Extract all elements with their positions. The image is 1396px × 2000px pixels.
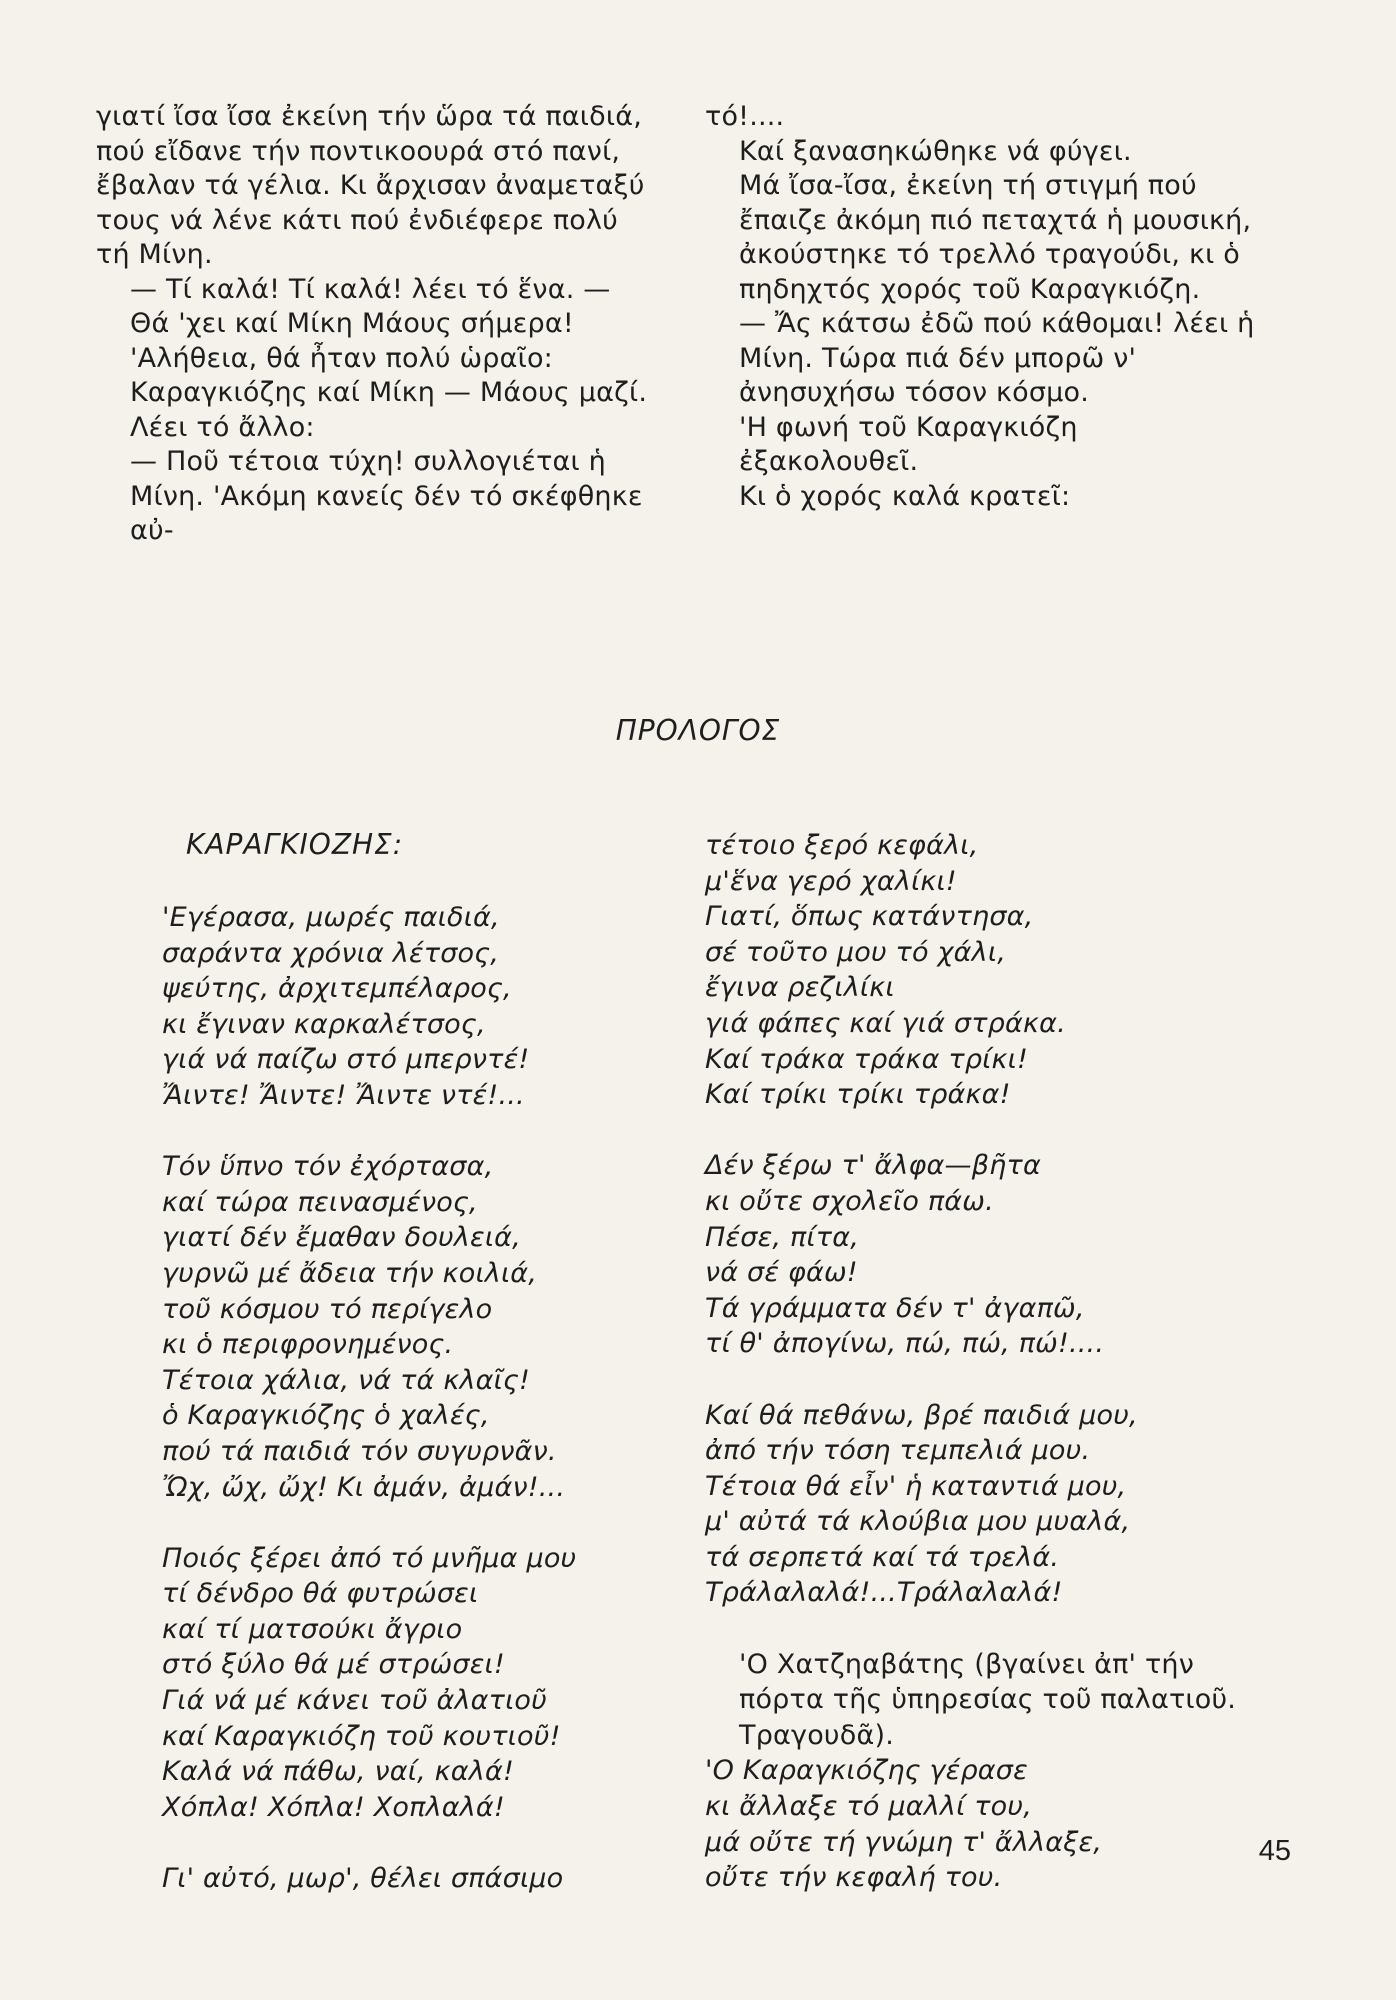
paragraph: τό!.... <box>705 101 785 132</box>
paragraph: Καί ξανασηκώθηκε νά φύγει. <box>739 135 1132 167</box>
paragraph: Κι ὁ χορός καλά κρατεῖ: <box>739 480 1071 512</box>
verse-line: ἔγινα ρεζιλίκι <box>705 972 895 1004</box>
stage-direction: 'Ο Χατζηαβάτης (βγαίνει ἀπ' τήν πόρτα τῆς ὑπηρεσίας τοῦ παλατιοῦ. Τραγουδᾶ). <box>739 1648 1237 1751</box>
verse-line: Καί τράκα τράκα τρίκι! <box>705 1043 1028 1075</box>
verse-line: τί θ' ἀπογίνω, πώ, πώ, πώ!.... <box>705 1328 1105 1360</box>
verse-line: ψεύτης, ἀρχιτεμπέλαρος, <box>162 973 512 1005</box>
section-heading: ΠΡΟΛΟΓΟΣ <box>615 714 781 747</box>
verse-line: μά οὔτε τή γνώμη τ' ἄλλαξε, <box>705 1826 1103 1858</box>
verse-line: μ'ἕνα γερό χαλίκι! <box>705 865 957 897</box>
verse-column-left <box>162 900 576 1897</box>
verse-line: σαράντα χρόνια λέτσος, <box>162 937 500 969</box>
verse-line: γιά νά παίζω στό μπερντέ! <box>162 1044 530 1076</box>
stanza-gap <box>705 1611 1285 1647</box>
verse-line: Τέτοια θά εἶν' ἡ καταντιά μου, <box>705 1470 1127 1502</box>
verse-line: 'Εγέρασα, μωρές παιδιά, <box>162 902 500 933</box>
verse-line: ὁ Καραγκιόζης ὁ χαλές, <box>162 1400 490 1432</box>
paragraph: 'Αλήθεια, θά ἦταν πολύ ὡραῖο: Καραγκιόζης καί Μίκη — Μάους μαζί. <box>130 342 648 408</box>
verse-line: νά σέ φάω! <box>705 1257 858 1289</box>
verse-line: τά σερπετά καί τά τρελά. <box>705 1541 1060 1573</box>
stanza-gap <box>705 1113 1285 1149</box>
verse-line: κι ὁ περιφρονημένος. <box>162 1329 454 1361</box>
stanza-gap <box>162 1825 576 1861</box>
verse-line: Γι' αὐτό, μωρ', θέλει σπάσιμο <box>162 1863 564 1895</box>
verse-line: Καλά νά πάθω, ναί, καλά! <box>162 1756 514 1788</box>
paragraph: 'Η φωνή τοῦ Καραγκιόζη ἐξακολουθεῖ. <box>739 411 1078 477</box>
verse-line: γιατί δέν ἔμαθαν δουλειά, <box>162 1222 521 1254</box>
verse-line: καί τώρα πεινασμένος, <box>162 1186 478 1218</box>
verse-line: πού τά παιδιά τόν συγυρνᾶν. <box>162 1435 557 1467</box>
paragraph: — Ἄς κάτσω ἐδῶ πού κάθομαι! λέει ἡ Μίνη. Τώρα πιά δέν μπορῶ ν' ἀνησυχήσω τόσον κόσμο. <box>739 308 1255 408</box>
verse-line: Χόπλα! Χόπλα! Χοπλαλά! <box>162 1791 505 1823</box>
paragraph: — Τί καλά! Τί καλά! λέει τό ἕνα. — Θά 'χει καί Μίκη Μάους σήμερα! <box>130 273 611 339</box>
verse-line: Καί θά πεθάνω, βρέ παιδιά μου, <box>705 1399 1138 1431</box>
stanza-gap <box>162 1505 576 1541</box>
verse-line: Ὤχ, ὤχ, ὤχ! Κι ἀμάν, ἀμάν!... <box>162 1471 566 1503</box>
verse-line: Τά γράμματα δέν τ' ἀγαπῶ, <box>705 1292 1085 1324</box>
verse-line: οὔτε τήν κεφαλή του. <box>705 1862 1003 1894</box>
verse-line: κι ἔγιναν καρκαλέτσος, <box>162 1008 486 1040</box>
verse-line: ἀπό τήν τόση τεμπελιά μου. <box>705 1435 1091 1467</box>
verse-line: γιά φάπες καί γιά στράκα. <box>705 1007 1066 1039</box>
verse-line: κι οὔτε σχολεῖο πάω. <box>705 1185 994 1217</box>
speaker-name: ΚΑΡΑΓΚΙΟΖΗΣ: <box>186 828 404 861</box>
verse-line: μ' αὐτά τά κλούβια μου μυαλά, <box>705 1506 1131 1538</box>
verse-lines <box>705 828 1285 1611</box>
verse-lines-end <box>705 1753 1285 1895</box>
verse-line: στό ξύλο θά μέ στρώσει! <box>162 1649 505 1681</box>
stanza-gap <box>705 1362 1285 1398</box>
verse-line: γυρνῶ μέ ἄδεια τήν κοιλιά, <box>162 1257 538 1289</box>
verse-line: σέ τοῦτο μου τό χάλι, <box>705 936 1006 968</box>
verse-line: καί τί ματσούκι ἄγριο <box>162 1613 463 1645</box>
page-number: 45 <box>1258 1835 1291 1867</box>
verse-line: 'Ο Καραγκιόζης γέρασε <box>705 1755 1028 1787</box>
prose-column-right <box>705 100 1265 514</box>
prose-column-left <box>96 100 656 549</box>
paragraph: — Ποῦ τέτοια τύχη! συλλογιέται ἡ Μίνη. 'Ακόμη κανείς δέν τό σκέφθηκε αὐ- <box>130 446 643 546</box>
verse-line: Ἄιντε! Ἄιντε! Ἄιντε ντέ!... <box>162 1079 525 1111</box>
verse-line: Γιατί, ὅπως κατάντησα, <box>705 901 1034 933</box>
verse-line: κι ἄλλαξε τό μαλλί του, <box>705 1791 1033 1823</box>
verse-line: Τέτοια χάλια, νά τά κλαῖς! <box>162 1364 531 1396</box>
verse-line: καί Καραγκιόζη τοῦ κουτιοῦ! <box>162 1720 561 1752</box>
paragraph: γιατί ἴσα ἴσα ἐκείνη τήν ὥρα τά παιδιά, πού εἴδανε τήν ποντικοουρά στό πανί, ἔβαλαν τά γέλια. Κι ἄρχισαν ἀναμεταξύ τους νά λένε κάτι πού ἐνδιέφερε πολύ τή Μίνη. <box>96 101 645 270</box>
verse-line: Πέσε, πίτα, <box>705 1221 859 1253</box>
verse-column-right <box>705 828 1285 1896</box>
verse-line: Γιά νά μέ κάνει τοῦ ἀλατιοῦ <box>162 1685 547 1717</box>
verse-line: τέτοιο ξερό κεφάλι, <box>705 830 979 861</box>
verse-line: Τόν ὕπνο τόν ἐχόρτασα, <box>162 1151 494 1183</box>
verse-line: τοῦ κόσμου τό περίγελο <box>162 1293 493 1325</box>
verse-line: Ποιός ξέρει ἀπό τό μνῆμα μου <box>162 1542 577 1574</box>
paragraph: Λέει τό ἄλλο: <box>130 411 315 443</box>
stanza-gap <box>162 1114 576 1150</box>
verse-line: Τράλαλαλά!...Τράλαλαλά! <box>705 1577 1063 1609</box>
paragraph: Μά ἴσα-ἴσα, ἐκείνη τή στιγμή πού ἔπαιζε ἀκόμη πιό πεταχτά ἡ μουσική, ἀκούστηκε τό τρελλό τραγούδι, κι ὁ πηδηχτός χορός τοῦ Καραγκιόζη. <box>739 170 1252 305</box>
verse-line: τί δένδρο θά φυτρώσει <box>162 1578 479 1610</box>
verse-line: Δέν ξέρω τ' ἄλφα—βῆτα <box>705 1150 1041 1182</box>
verse-line: Καί τρίκι τρίκι τράκα! <box>705 1079 1011 1111</box>
